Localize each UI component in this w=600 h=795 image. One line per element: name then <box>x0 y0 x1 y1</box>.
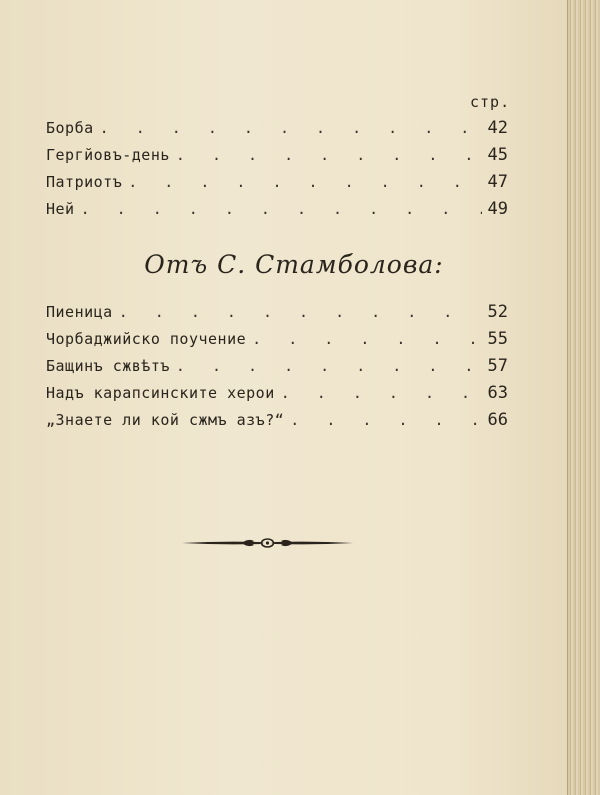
toc-entry-page: 52 <box>487 302 508 322</box>
dot-leader <box>100 119 482 137</box>
dot-leader <box>81 200 482 218</box>
dot-leader <box>176 146 482 164</box>
dot-leader <box>290 411 481 429</box>
toc-entry-title: Бащинъ сжвѣтъ <box>46 357 170 375</box>
toc-entry <box>46 172 508 198</box>
toc-entry-title: Патриотъ <box>46 173 123 191</box>
dot-leader <box>119 303 482 321</box>
toc-entry-page: 63 <box>487 383 508 403</box>
page-column-header: стр. <box>470 93 511 111</box>
dot-leader <box>281 384 482 402</box>
toc-entry-title: Гергйовъ-день <box>46 146 170 164</box>
book-page-edges <box>567 0 600 795</box>
toc-entry <box>46 356 508 382</box>
toc-entry-page: 66 <box>487 410 508 430</box>
toc-entry <box>46 302 508 328</box>
toc-entry-title: Борба <box>46 119 94 137</box>
toc-entry-page: 49 <box>487 199 508 219</box>
toc-entry-page: 42 <box>487 118 508 138</box>
dot-leader <box>128 173 481 191</box>
toc-entry <box>46 383 508 409</box>
toc-entry-page: 57 <box>487 356 508 376</box>
toc-entry <box>46 329 508 355</box>
dot-leader <box>252 330 481 348</box>
toc-entry-title: Надъ карапсинските херои <box>46 384 275 402</box>
toc-entry <box>46 145 508 171</box>
toc-entry <box>46 118 508 144</box>
toc-entry-title: „Знаете ли кой сжмъ азъ?“ <box>46 411 285 429</box>
toc-entry-page: 55 <box>487 329 508 349</box>
ornament-divider-icon <box>180 535 355 551</box>
toc-entry-title: Ней <box>46 200 75 218</box>
toc-entry <box>46 410 508 436</box>
section-heading: Отъ С. Стамболова: <box>144 250 444 279</box>
toc-entry-page: 45 <box>487 145 508 165</box>
toc-entry-title: Чорбаджийско поучение <box>46 330 247 348</box>
toc-entry <box>46 199 508 225</box>
dot-leader <box>176 357 482 375</box>
toc-entry-title: Пиеница <box>46 303 113 321</box>
toc-entry-page: 47 <box>487 172 508 192</box>
